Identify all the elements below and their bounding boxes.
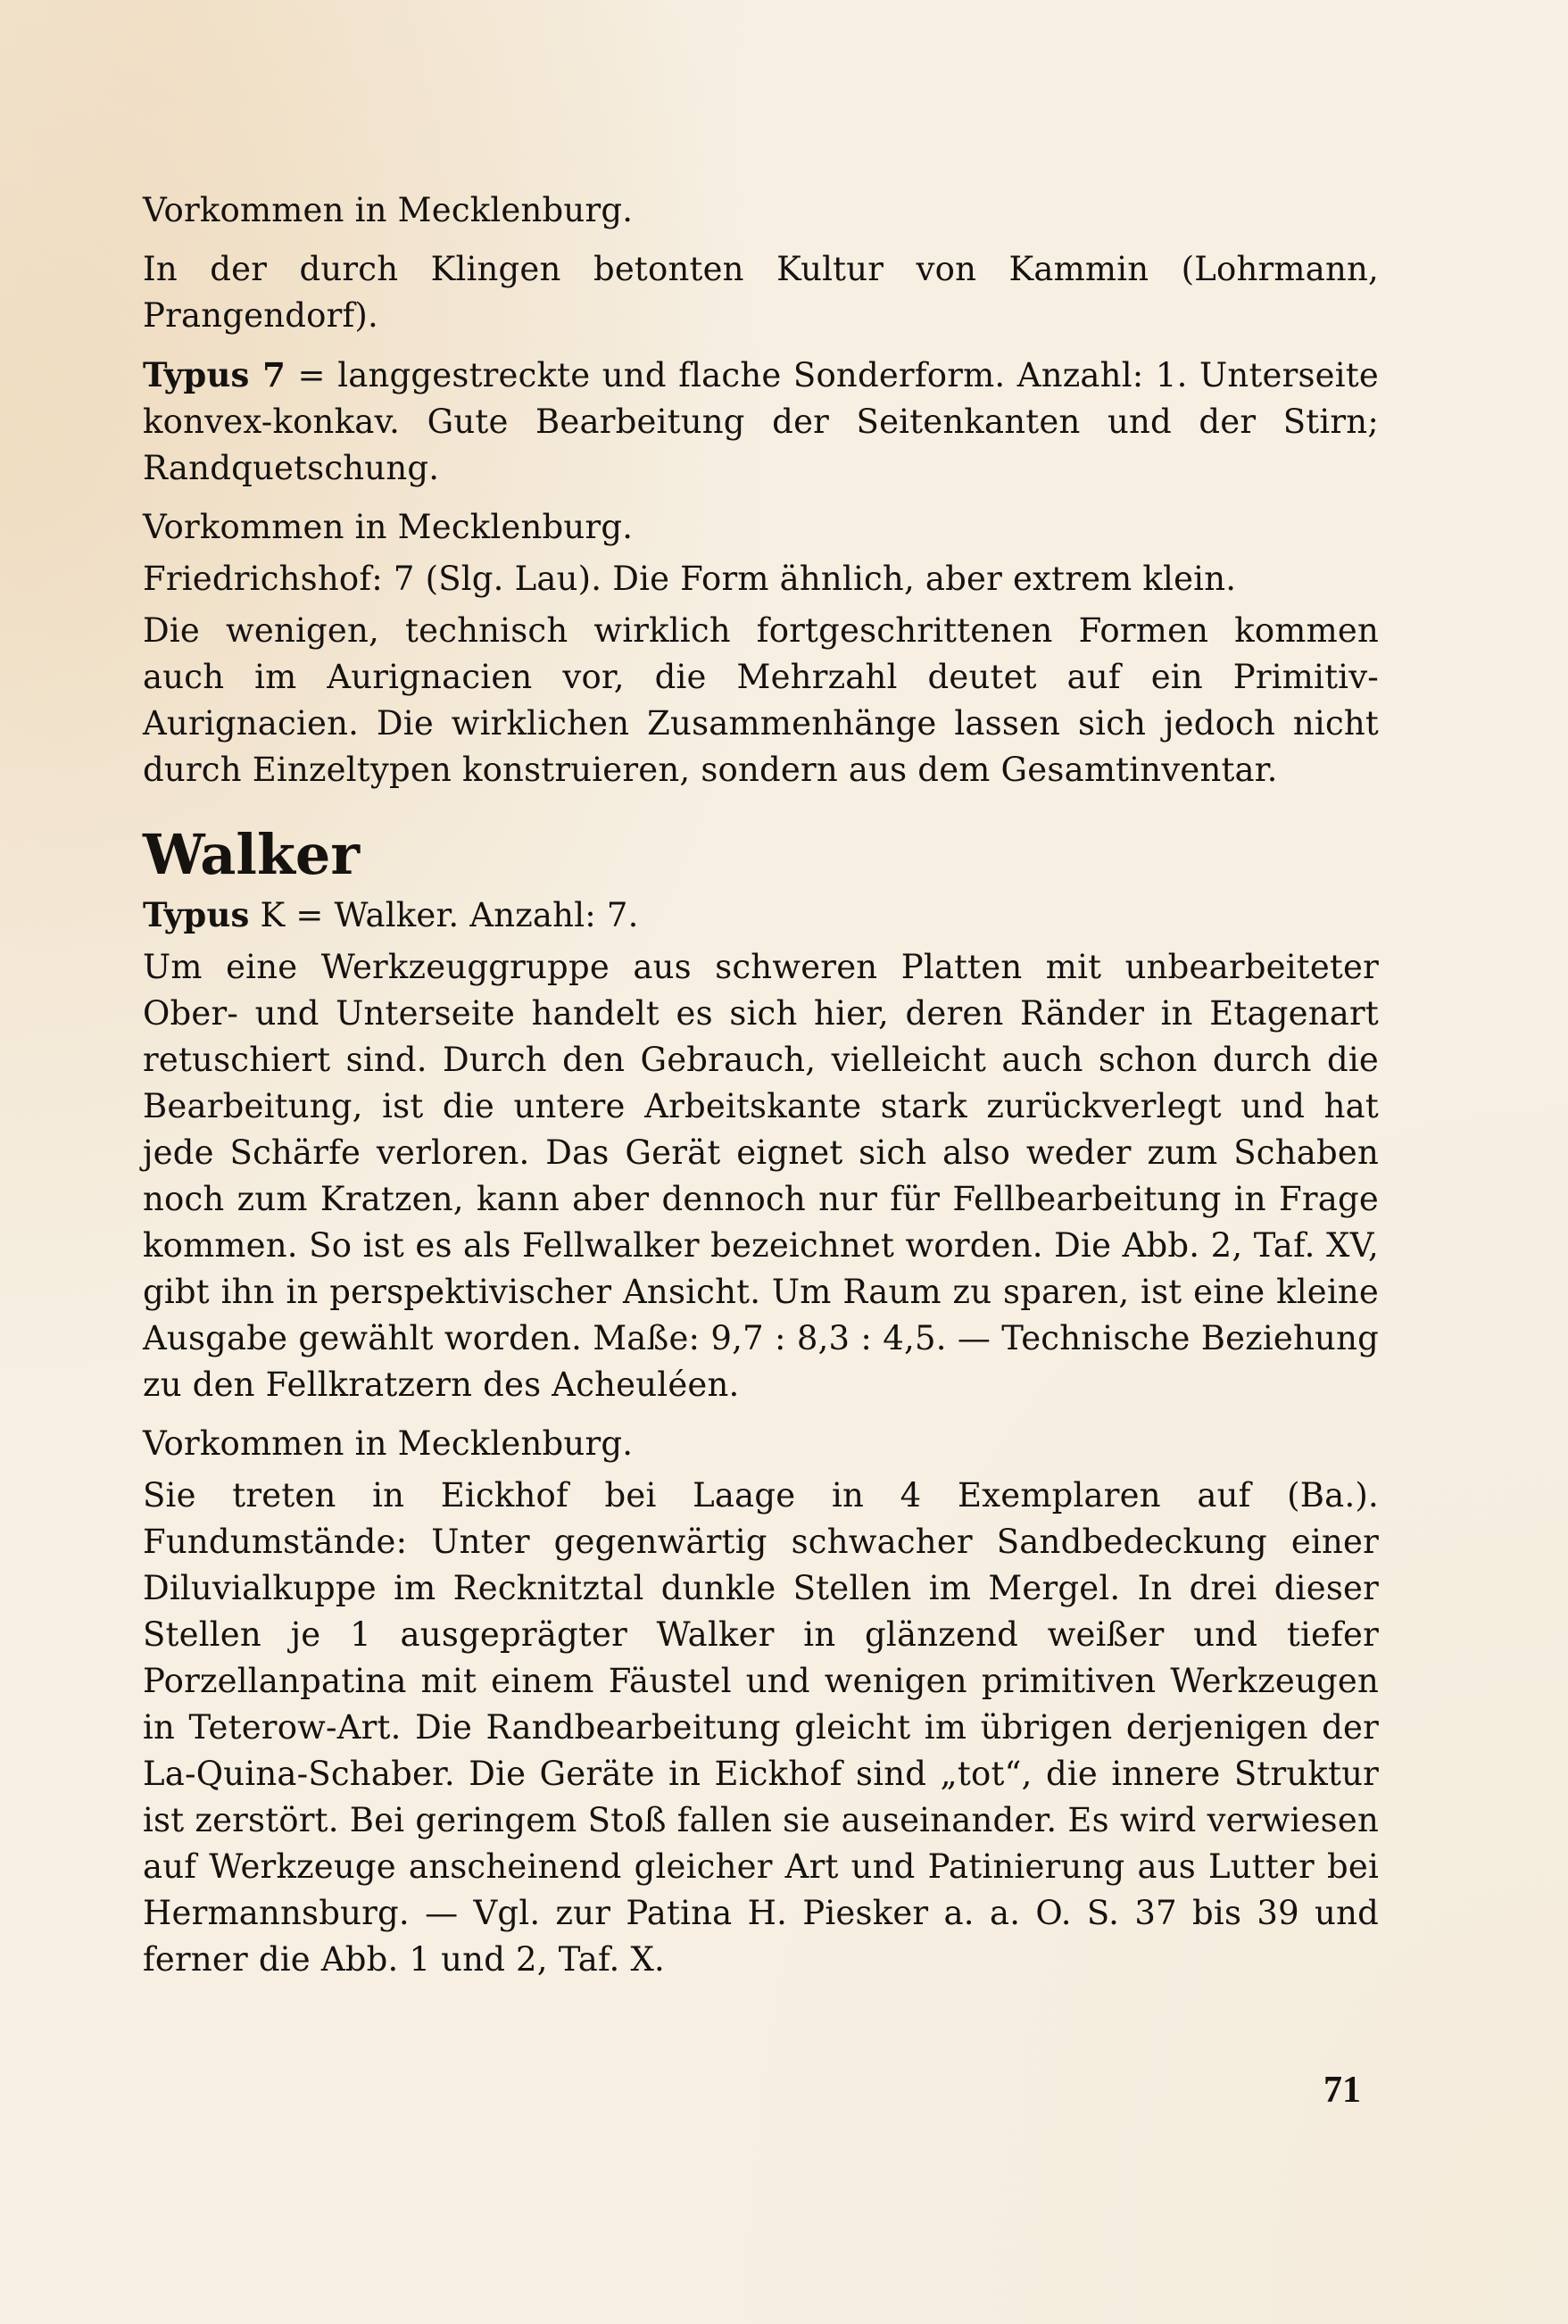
paragraph-typus-7	[143, 352, 1379, 492]
paragraph-typus-k	[143, 892, 1379, 939]
typus-k-description: K = Walker. Anzahl: 7.	[249, 896, 639, 934]
typus-7-description: = langgestreckte und flache Sonderform. Anzahl: 1. Unterseite konvex-konkav. Gute Bearbeitung der Seitenkanten und der Stirn; Randquetschung.	[143, 356, 1379, 487]
paragraph-friedrichshof: Friedrichshof: 7 (Slg. Lau). Die Form ähnlich, aber extrem klein.	[143, 560, 1237, 598]
section-heading-walker: Walker	[143, 822, 361, 887]
paragraph-eickhof-finds: Sie treten in Eickhof bei Laage in 4 Exemplaren auf (Ba.). Fundumstände: Unter gegenwärtig schwacher Sandbedeckung einer Diluvialkuppe im Recknitztal dunkle Stellen im Mergel. In drei dieser Stellen je 1 ausgeprägter Walker in glänzend weißer und tiefer Porzellanpatina mit einem Fäustel und wenigen primitiven Werkzeugen in Teterow-Art. Die Randbearbeitung gleicht im übrigen derjenigen der La-Quina-Schaber. Die Geräte in Eickhof sind „tot“, die innere Struktur ist zerstört. Bei geringem Stoß fallen sie auseinander. Es wird verwiesen auf Werkzeuge anscheinend gleicher Art und Patinierung aus Lutter bei Hermannsburg. — Vgl. zur Patina H. Piesker a. a. O. S. 37 bis 39 und ferner die Abb. 1 und 2, Taf. X.	[143, 1476, 1379, 1979]
typus-label: Typus 7	[143, 355, 286, 394]
paragraph-occurrence-heading-3: Vorkommen in Mecklenburg.	[143, 1424, 634, 1463]
paragraph-occurrence-heading-2: Vorkommen in Mecklenburg.	[143, 508, 634, 546]
paragraph-walker-description: Um eine Werkzeuggruppe aus schweren Platten mit unbearbeiteter Ober- und Unterseite handelt es sich hier, deren Ränder in Etagenart retuschiert sind. Durch den Gebrauch, vielleicht auch schon durch die Bearbeitung, ist die untere Arbeitskante stark zurückverlegt und hat jede Schärfe verloren. Das Gerät eignet sich also weder zum Schaben noch zum Kratzen, kann aber dennoch nur für Fellbearbeitung in Frage kommen. So ist es als Fellwalker bezeichnet worden. Die Abb. 2, Taf. XV, gibt ihn in perspektivischer Ansicht. Um Raum zu sparen, ist eine kleine Ausgabe gewählt worden. Maße: 9,7 : 8,3 : 4,5. — Technische Beziehung zu den Fellkratzern des Acheuléen.	[143, 948, 1379, 1404]
typus-label: Typus	[143, 895, 250, 934]
page-number: 71	[1323, 2070, 1361, 2111]
paragraph-kammin: In der durch Klingen betonten Kultur von Kammin (Lohrmann, Prangendorf).	[143, 250, 1379, 335]
page-body	[143, 187, 1379, 1996]
paragraph-occurrence-heading-1: Vorkommen in Mecklenburg.	[143, 191, 634, 229]
paragraph-aurignacien-summary: Die wenigen, technisch wirklich fortgeschrittenen Formen kommen auch im Aurignacien vor, die Mehrzahl deutet auf ein Primitiv-Aurignacien. Die wirklichen Zusammenhänge lassen sich jedoch nicht durch Einzeltypen konstruieren, sondern aus dem Gesamtinventar.	[143, 611, 1379, 789]
